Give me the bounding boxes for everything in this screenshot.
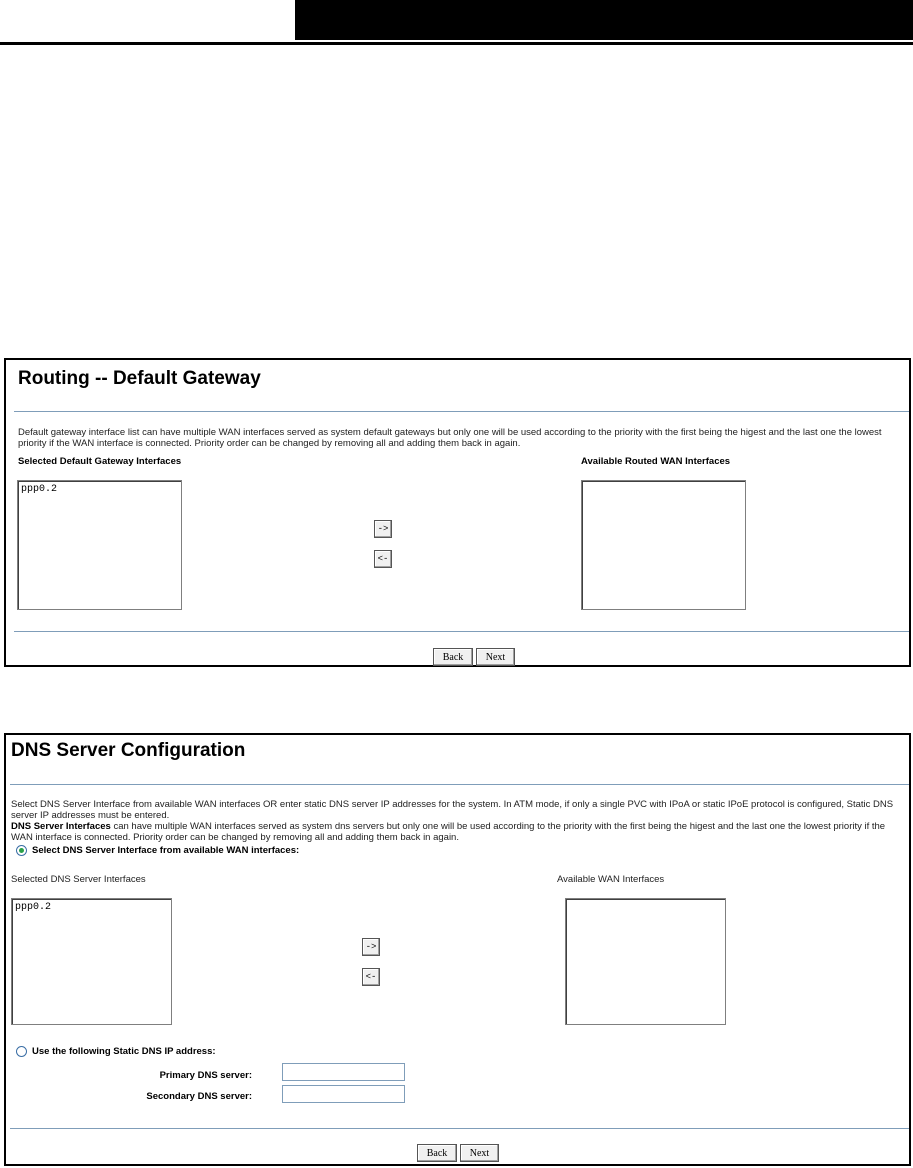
dns-interfaces-term: DNS Server Interfaces <box>11 821 111 832</box>
remove-dns-button[interactable]: <- <box>362 968 380 986</box>
selected-dns-listbox[interactable] <box>11 898 172 1025</box>
add-dns-button[interactable]: -> <box>362 938 380 956</box>
remove-gateway-button[interactable]: <- <box>374 550 392 568</box>
next-button[interactable]: Next <box>476 648 515 666</box>
title-divider <box>10 784 909 785</box>
list-item[interactable]: ppp0.2 <box>21 484 58 495</box>
title-divider <box>14 411 909 412</box>
secondary-dns-field[interactable] <box>282 1085 405 1103</box>
document-header-rule <box>0 42 913 45</box>
static-dns-radio[interactable] <box>16 1046 27 1057</box>
back-button[interactable]: Back <box>433 648 473 666</box>
add-gateway-button[interactable]: -> <box>374 520 392 538</box>
static-option-label: Use the following Static DNS IP address: <box>32 1046 216 1057</box>
list-item[interactable]: ppp0.2 <box>15 902 52 913</box>
interface-option-label: Select DNS Server Interface from available WAN interfaces: <box>32 845 300 856</box>
document-header-bar <box>295 0 913 40</box>
dns-description: Select DNS Server Interface from available WAN interfaces OR enter static DNS server IP addresses for the system. In ATM mode, if only a single PVC with IPoA or static IPoE protocol is configured, Static DNS server IP addresses must be entered. <box>11 799 894 821</box>
page-title: Routing -- Default Gateway <box>18 368 261 389</box>
gateway-description: Default gateway interface list can have multiple WAN interfaces served as system default gateways but only one will be used according to the priority with the first being the higest and the last one the lowest priority if the WAN interface is connected. Priority order can be changed by removing all and adding them back in again. <box>18 427 882 449</box>
back-button[interactable]: Back <box>417 1144 457 1162</box>
selected-gateway-listbox[interactable] <box>17 480 182 610</box>
footer-divider <box>10 1128 909 1129</box>
next-button[interactable]: Next <box>460 1144 499 1162</box>
selected-gateway-label: Selected Default Gateway Interfaces <box>18 456 182 467</box>
secondary-dns-label: Secondary DNS server: <box>146 1091 252 1102</box>
interface-radio[interactable] <box>16 845 27 856</box>
available-routed-label: Available Routed WAN Interfaces <box>581 456 731 467</box>
available-wan-listbox[interactable] <box>565 898 726 1025</box>
primary-dns-field[interactable] <box>282 1063 405 1081</box>
available-routed-listbox[interactable] <box>581 480 746 610</box>
dns-server-panel <box>4 733 911 1166</box>
selected-dns-label: Selected DNS Server Interfaces <box>11 874 146 885</box>
dns-interfaces-description <box>11 821 908 843</box>
default-gateway-panel <box>4 358 911 667</box>
footer-divider <box>14 631 909 632</box>
page-title: DNS Server Configuration <box>11 740 246 761</box>
primary-dns-label: Primary DNS server: <box>159 1070 252 1081</box>
dns-interfaces-text: can have multiple WAN interfaces served as system dns servers but only one will be used according to the priority with the first being the higest and the last one the lowest priority if the WAN interface is connected. Priority order can be changed by removing all and adding them back in again. <box>11 821 886 843</box>
available-wan-label: Available WAN Interfaces <box>557 874 665 885</box>
